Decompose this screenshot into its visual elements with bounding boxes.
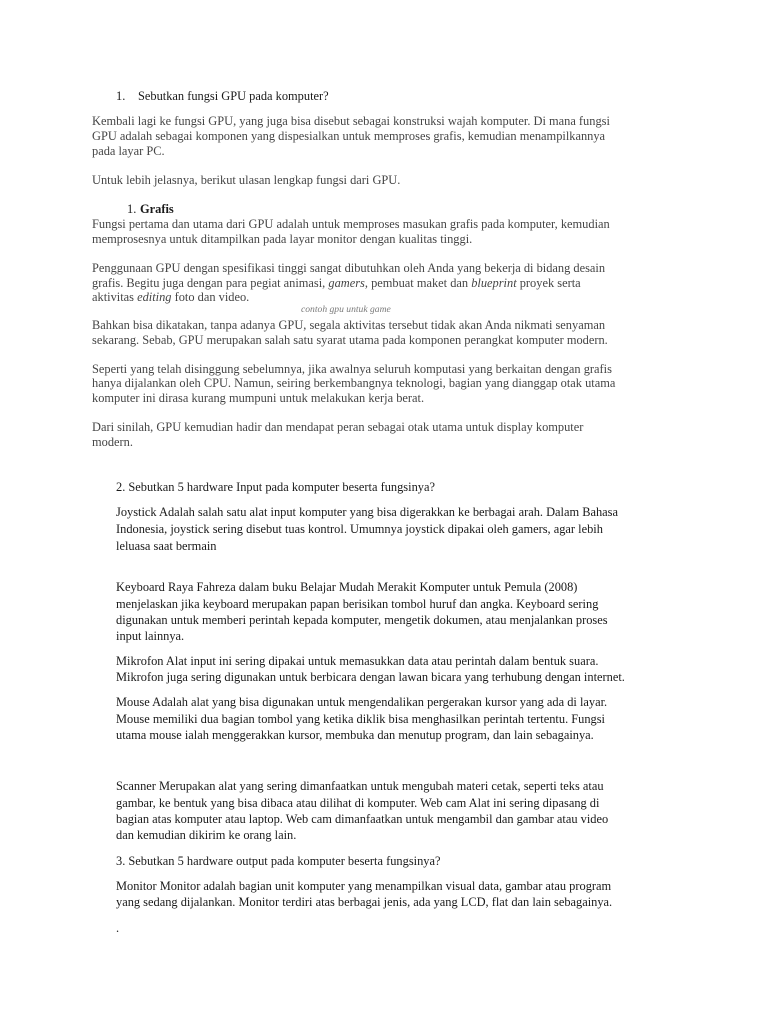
p2: Untuk lebih jelasnya, berikut ulasan lengkap fungsi dari GPU.: [92, 173, 401, 187]
q1-number: 1.: [116, 89, 126, 103]
keyboard-line-2: menjelaskan jika keyboard merupakan papan berisikan tombol huruf dan angka. Keyboard sering: [116, 597, 599, 611]
monitor-line-2: yang sedang dijalankan. Monitor terdiri atas berbagai jenis, ada yang LCD, flat dan lain sebagainya.: [116, 895, 613, 909]
scanner-line-1: Scanner Merupakan alat yang sering dimanfaatkan untuk mengubah materi cetak, seperti teks atau: [116, 779, 604, 793]
p4-line-3: aktivitas editing foto dan video.: [92, 290, 250, 304]
scanner-line-4: dan kemudian dikirim ke orang lain.: [116, 828, 297, 842]
p6-line-2: hanya dijalankan oleh CPU. Namun, seiring berkembangnya teknologi, bagian yang dianggap otak utama: [92, 376, 616, 390]
p3-line-1: Fungsi pertama dan utama dari GPU adalah untuk memproses masukan grafis pada komputer, kemudian: [92, 217, 610, 231]
mouse-line-1: Mouse Adalah alat yang bisa digunakan untuk mengendalikan pergerakan kursor yang ada di layar.: [116, 695, 608, 709]
p1-line-1: Kembali lagi ke fungsi GPU, yang juga bisa disebut sebagai konstruksi wajah komputer. Di mana fungsi: [92, 114, 610, 128]
trailing-dot: .: [116, 921, 120, 935]
p7-line-1: Dari sinilah, GPU kemudian hadir dan mendapat peran sebagai otak utama untuk display komputer: [92, 420, 584, 434]
keyboard-line-1: Keyboard Raya Fahreza dalam buku Belajar Mudah Merakit Komputer untuk Pemula (2008): [116, 580, 578, 594]
p5-line-1: Bahkan bisa dikatakan, tanpa adanya GPU, segala aktivitas tersebut tidak akan Anda nikmati senyaman: [92, 318, 606, 332]
p4-line-1: Penggunaan GPU dengan spesifikasi tinggi sangat dibutuhkan oleh Anda yang bekerja di bidang desain: [92, 261, 606, 275]
keyboard-line-4: input lainnya.: [116, 629, 185, 643]
question-2: 2. Sebutkan 5 hardware Input pada komputer beserta fungsinya?: [116, 480, 435, 494]
mouse-line-3: utama mouse ialah menggerakkan kursor, membuka dan menutup program, dan lain sebagainya.: [116, 728, 594, 742]
keyboard-line-3: digunakan untuk memberi perintah kepada komputer, mengetik dokumen, atau menjalankan proses: [116, 613, 608, 627]
question-1: Sebutkan fungsi GPU pada komputer?: [138, 89, 329, 103]
mouse-line-2: Mouse memiliki dua bagian tombol yang ketika diklik bisa menghasilkan perintah tertentu. Fungsi: [116, 712, 606, 726]
p6-line-1: Seperti yang telah disinggung sebelumnya, jika awalnya seluruh komputasi yang berkaitan dengan grafis: [92, 362, 612, 376]
p7-line-2: modern.: [92, 435, 133, 449]
scanner-line-3: bagian atas komputer atau laptop. Web cam dimanfaatkan untuk mengambil dan gambar atau video: [116, 812, 609, 826]
joystick-line-1: Joystick Adalah salah satu alat input komputer yang bisa digerakkan ke berbagai arah. Dalam Bahasa: [116, 505, 619, 519]
sub1-number: 1.: [127, 202, 137, 216]
joystick-line-3: leluasa saat bermain: [116, 539, 217, 553]
p5-line-2: sekarang. Sebab, GPU merupakan salah satu syarat utama pada komponen perangkat komputer modern.: [92, 333, 608, 347]
p6-line-3: komputer ini dirasa kurang mumpuni untuk melakukan kerja berat.: [92, 391, 425, 405]
sub-heading-grafis: Grafis: [140, 202, 174, 216]
scanner-line-2: gambar, ke bentuk yang bisa dibaca atau dilihat di komputer. Web cam Alat ini sering dipasang di: [116, 796, 600, 810]
mikrofon-line-1: Mikrofon Alat input ini sering dipakai untuk memasukkan data atau perintah dalam bentuk suara.: [116, 654, 599, 668]
p4-line-2: grafis. Begitu juga dengan para pegiat animasi, gamers, pembuat maket dan blueprint proyek serta: [92, 276, 581, 290]
p1-line-3: pada layar PC.: [92, 144, 165, 158]
image-caption: contoh gpu untuk game: [301, 304, 391, 315]
p3-line-2: memprosesnya untuk ditampilkan pada layar monitor dengan kualitas tinggi.: [92, 232, 473, 246]
joystick-line-2: Indonesia, joystick sering disebut tuas kontrol. Umumnya joystick dipakai oleh gamers, agar lebih: [116, 522, 603, 536]
monitor-line-1: Monitor Monitor adalah bagian unit komputer yang menampilkan visual data, gambar atau program: [116, 879, 612, 893]
mikrofon-line-2: Mikrofon juga sering digunakan untuk berbicara dengan lawan bicara yang terhubung dengan internet.: [116, 670, 625, 684]
question-3: 3. Sebutkan 5 hardware output pada komputer beserta fungsinya?: [116, 854, 441, 868]
p1-line-2: GPU adalah sebagai komponen yang dispesialkan untuk memproses grafis, kemudian menampilkannya: [92, 129, 606, 143]
